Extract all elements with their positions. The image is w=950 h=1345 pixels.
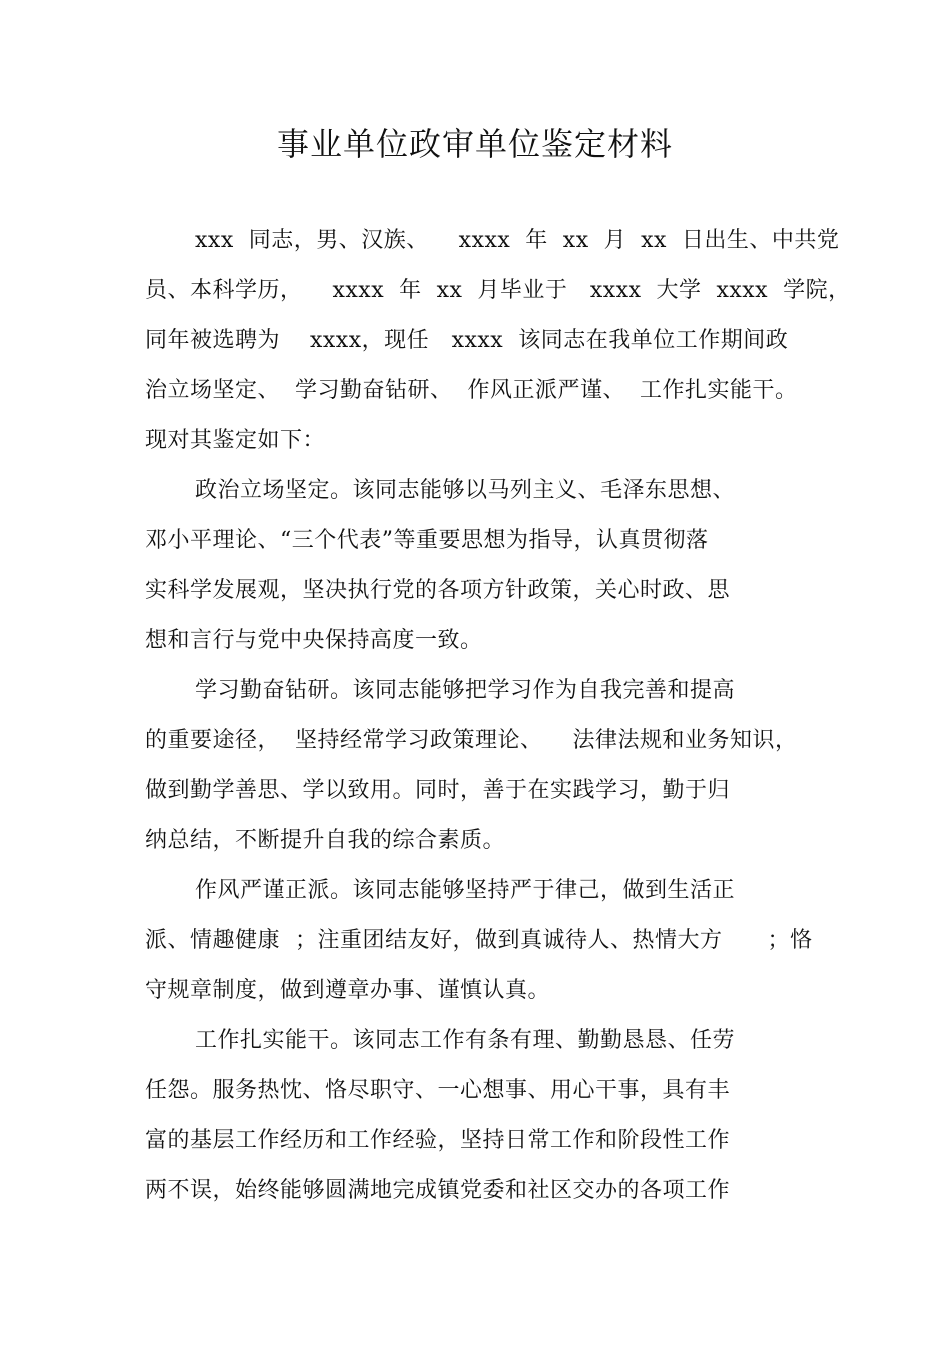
text-line: 守规章制度，做到遵章办事、谨慎认真。 bbox=[145, 978, 551, 1003]
text-line: 员、本科学历， xxxx 年 xx 月毕业于 xxxx 大学 xxxx 学院， bbox=[145, 278, 851, 303]
text-line: 邓小平理论、“三个代表”等重要思想为指导，认真贯彻落 bbox=[145, 528, 709, 553]
text-line: 任怨。服务热忱、恪尽职守、一心想事、用心干事，具有丰 bbox=[145, 1078, 731, 1103]
text-line: 富的基层工作经历和工作经验，坚持日常工作和阶段性工作 bbox=[145, 1128, 731, 1153]
document-title: 事业单位政审单位鉴定材料 bbox=[276, 125, 673, 163]
text-line: 做到勤学善思、学以致用。同时，善于在实践学习，勤于归 bbox=[145, 778, 731, 803]
text-line: 同年被选聘为 xxxx，现任 xxxx 该同志在我单位工作期间政 bbox=[145, 328, 789, 353]
text-line: 政治立场坚定。该同志能够以马列主义、毛泽东思想、 bbox=[195, 478, 736, 503]
text-line: xxx 同志，男、汉族、 xxxx 年 xx 月 xx 日出生、中共党 bbox=[195, 228, 840, 253]
text-line: 想和言行与党中央保持高度一致。 bbox=[145, 628, 483, 653]
text-line: 的重要途径， 坚持经常学习政策理论、 法律法规和业务知识， bbox=[145, 728, 798, 753]
text-line: 纳总结，不断提升自我的综合素质。 bbox=[145, 828, 506, 853]
text-line: 工作扎实能干。该同志工作有条有理、勤勤恳恳、任劳 bbox=[195, 1028, 736, 1053]
text-line: 治立场坚定、 学习勤奋钻研、 作风正派严谨、 工作扎实能干。 bbox=[145, 378, 798, 403]
text-line: 派、情趣健康 ；注重团结友好，做到真诚待人、热情大方 ；恪 bbox=[145, 928, 813, 953]
text-line: 作风严谨正派。该同志能够坚持严于律己，做到生活正 bbox=[195, 878, 736, 903]
text-line: 学习勤奋钻研。该同志能够把学习作为自我完善和提高 bbox=[195, 678, 736, 703]
text-line: 实科学发展观，坚决执行党的各项方针政策，关心时政、思 bbox=[145, 578, 731, 603]
text-line: 两不误，始终能够圆满地完成镇党委和社区交办的各项工作 bbox=[145, 1178, 731, 1203]
text-line: 现对其鉴定如下： bbox=[145, 428, 326, 453]
